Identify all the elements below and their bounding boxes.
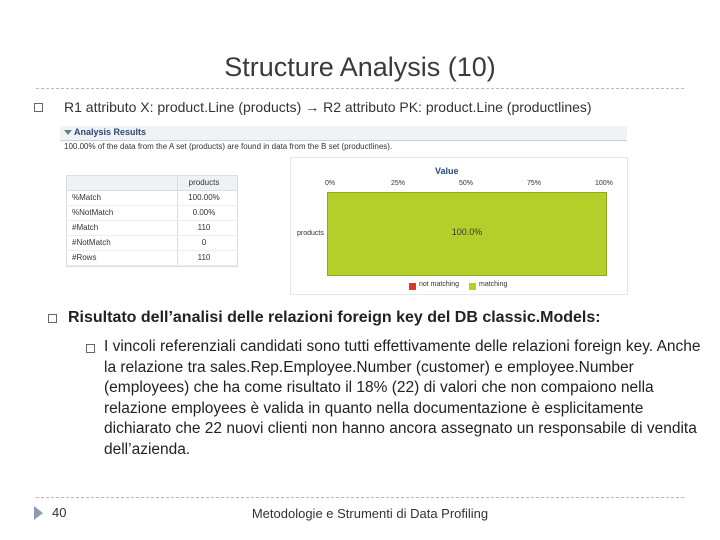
legend-label: not matching bbox=[419, 281, 460, 288]
bullet-marker bbox=[86, 344, 95, 353]
row-value: 110 bbox=[197, 223, 211, 232]
x-tick-label: 75% bbox=[527, 180, 542, 187]
row-label: #NotMatch bbox=[72, 238, 111, 247]
bullet-line-2: Risultato dell’analisi delle relazioni foreign key del DB classic.Models: bbox=[68, 309, 601, 326]
chart-title: Value bbox=[435, 166, 459, 176]
table-row bbox=[67, 191, 237, 206]
legend-label: matching bbox=[479, 281, 508, 288]
analysis-description: 100.00% of the data from the A set (products) are found in data from the B set (productlines). bbox=[64, 142, 393, 151]
row-value: 110 bbox=[197, 253, 211, 262]
table-row bbox=[67, 206, 237, 221]
row-value: 100.00% bbox=[188, 193, 220, 202]
row-label: #Rows bbox=[72, 253, 97, 262]
slide-title: Structure Analysis (10) bbox=[224, 52, 496, 82]
bullet-marker bbox=[34, 103, 43, 112]
analysis-table bbox=[66, 175, 238, 267]
footer-text: Metodologie e Strumenti di Data Profiling bbox=[251, 506, 489, 521]
bullet-marker bbox=[48, 314, 57, 323]
value-chart bbox=[290, 157, 628, 295]
row-value: 0 bbox=[201, 238, 207, 247]
x-tick-label: 0% bbox=[325, 180, 336, 187]
bar-matching bbox=[327, 192, 607, 276]
page-number: 40 bbox=[52, 505, 67, 520]
row-label: %Match bbox=[72, 193, 101, 202]
x-tick-label: 50% bbox=[459, 180, 474, 187]
table-row bbox=[67, 221, 237, 236]
row-label: #Match bbox=[72, 223, 99, 232]
divider bbox=[36, 88, 684, 89]
analysis-panel-title: Analysis Results bbox=[74, 127, 147, 137]
bar-data-label: 100.0% bbox=[451, 227, 483, 237]
table-header bbox=[67, 176, 237, 191]
legend-swatch-matching bbox=[469, 283, 476, 290]
row-label: %NotMatch bbox=[72, 208, 114, 217]
analysis-panel-header bbox=[60, 126, 627, 141]
table-row bbox=[67, 236, 237, 251]
bullet-line-1: R1 attributo X: product.Line (products) → R2 attributo PK: product.Line (productlines) bbox=[64, 99, 592, 115]
table-row bbox=[67, 251, 237, 266]
collapse-triangle-icon[interactable] bbox=[64, 130, 72, 135]
x-tick-label: 25% bbox=[391, 180, 406, 187]
category-label: products bbox=[297, 230, 324, 237]
legend-swatch-not-matching bbox=[409, 283, 416, 290]
x-tick-label: 100% bbox=[595, 180, 613, 187]
table-header-products: products bbox=[188, 178, 220, 187]
row-value: 0.00% bbox=[192, 208, 216, 217]
footer-divider bbox=[36, 497, 684, 498]
sub-bullet-paragraph: I vincoli referenziali candidati sono tutti effettivamente delle relazioni foreign key. Anche la relazione tra sales.Rep.Employee.Number (customer) e employee.Number (employees) che ha come risultato il 18% (22) di valori che non compaiono nella relazione employees è valida in quanto nella documentazione è esplicitamente dichiarato che 22 nuovi clienti non hanno ancora assegnato un responsabile di vendita dell’azienda. bbox=[104, 338, 701, 458]
